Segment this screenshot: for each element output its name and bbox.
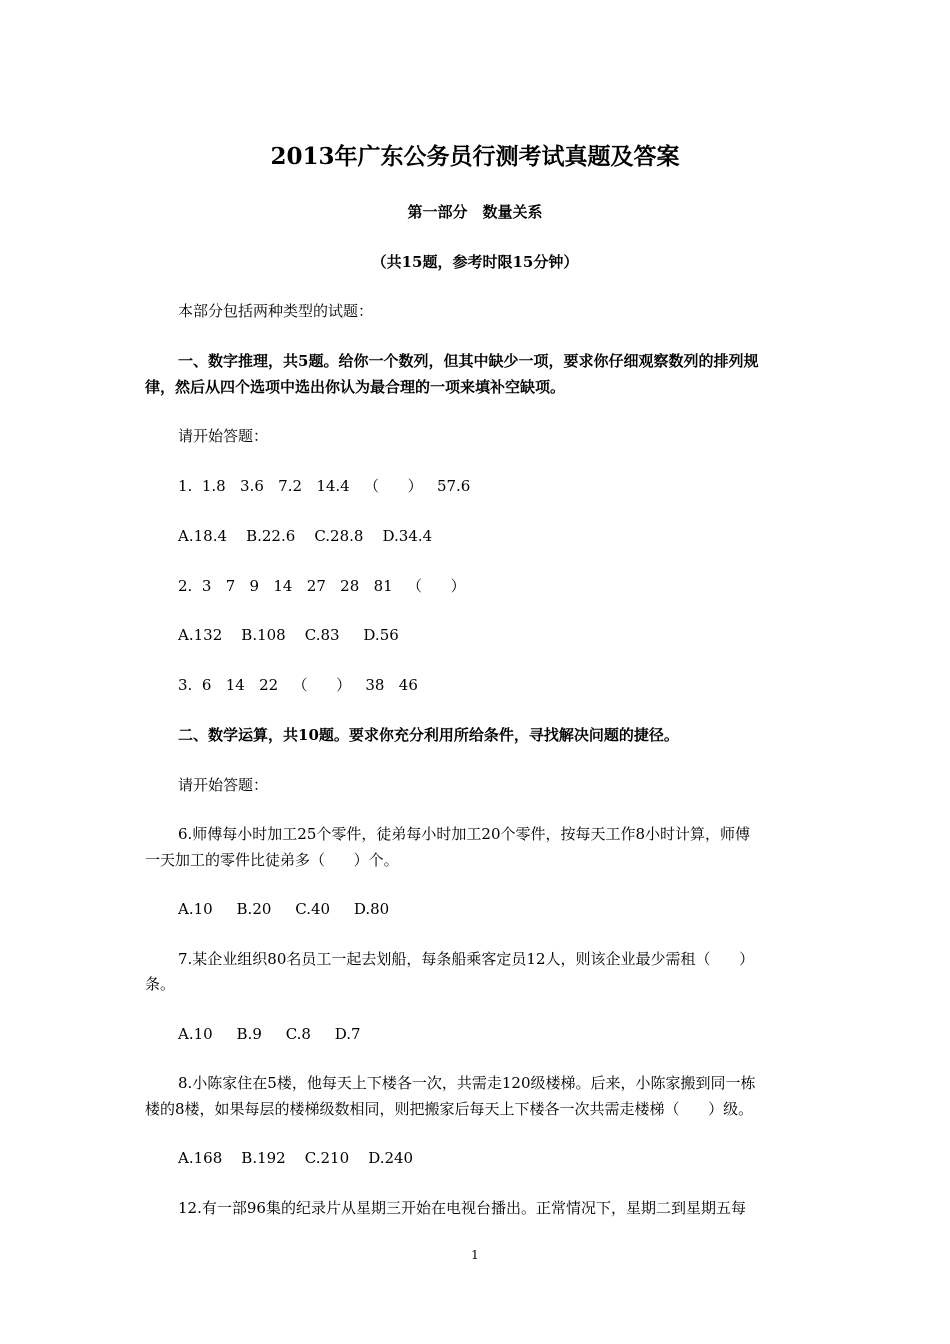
question-12-line1: 12.有一部96集的纪录片从星期三开始在电视台播出。正常情况下，星期二到星期五每 — [178, 1199, 746, 1217]
page-number: 1 — [471, 1248, 479, 1262]
question-8-line2: 楼的8楼，如果每层的楼梯级数相同，则把搬家后每天上下楼各一次共需走楼梯（ ）级。 — [145, 1100, 754, 1118]
question-6-options: A.10 B.20 C.40 D.80 — [178, 900, 390, 918]
question-7-line1: 7.某企业组织80名员工一起去划船，每条船乘客定员12人，则该企业最少需租（ ） — [178, 950, 755, 968]
question-8-options: A.168 B.192 C.210 D.240 — [178, 1149, 414, 1167]
question-6-line2: 一天加工的零件比徒弟多（ ）个。 — [145, 851, 399, 869]
part1-heading-line2: 律，然后从四个选项中选出你认为最合理的一项来填补空缺项。 — [145, 378, 566, 396]
part2-heading: 二、数学运算，共10题。要求你充分利用所给条件，寻找解决问题的捷径。 — [178, 726, 679, 744]
section-note: （共15题，参考时限15分钟） — [371, 253, 579, 271]
question-1: 1. 1.8 3.6 7.2 14.4 （ ） 57.6 — [178, 477, 471, 495]
question-2: 2. 3 7 9 14 27 28 81 （ ） — [178, 577, 466, 595]
question-7-options: A.10 B.9 C.8 D.7 — [178, 1025, 361, 1043]
part1-heading-line1: 一、数字推理，共5题。给你一个数列，但其中缺少一项，要求你仔细观察数列的排列规 — [178, 352, 759, 370]
question-7-line2: 条。 — [145, 975, 176, 993]
question-3: 3. 6 14 22 （ ） 38 46 — [178, 676, 418, 694]
start-prompt-1: 请开始答题： — [178, 427, 269, 445]
start-prompt-2: 请开始答题： — [178, 776, 269, 794]
question-1-options: A.18.4 B.22.6 C.28.8 D.34.4 — [178, 527, 433, 545]
section-title: 第一部分 数量关系 — [407, 203, 543, 221]
question-2-options: A.132 B.108 C.83 D.56 — [178, 626, 399, 644]
intro-text: 本部分包括两种类型的试题： — [178, 302, 374, 320]
question-8-line1: 8.小陈家住在5楼，他每天上下楼各一次，共需走120级楼梯。后来，小陈家搬到同一栋 — [178, 1074, 756, 1092]
document-title: 2013年广东公务员行测考试真题及答案 — [270, 143, 680, 170]
question-6-line1: 6.师傅每小时加工25个零件，徒弟每小时加工20个零件，按每天工作8小时计算，师傅 — [178, 825, 751, 843]
